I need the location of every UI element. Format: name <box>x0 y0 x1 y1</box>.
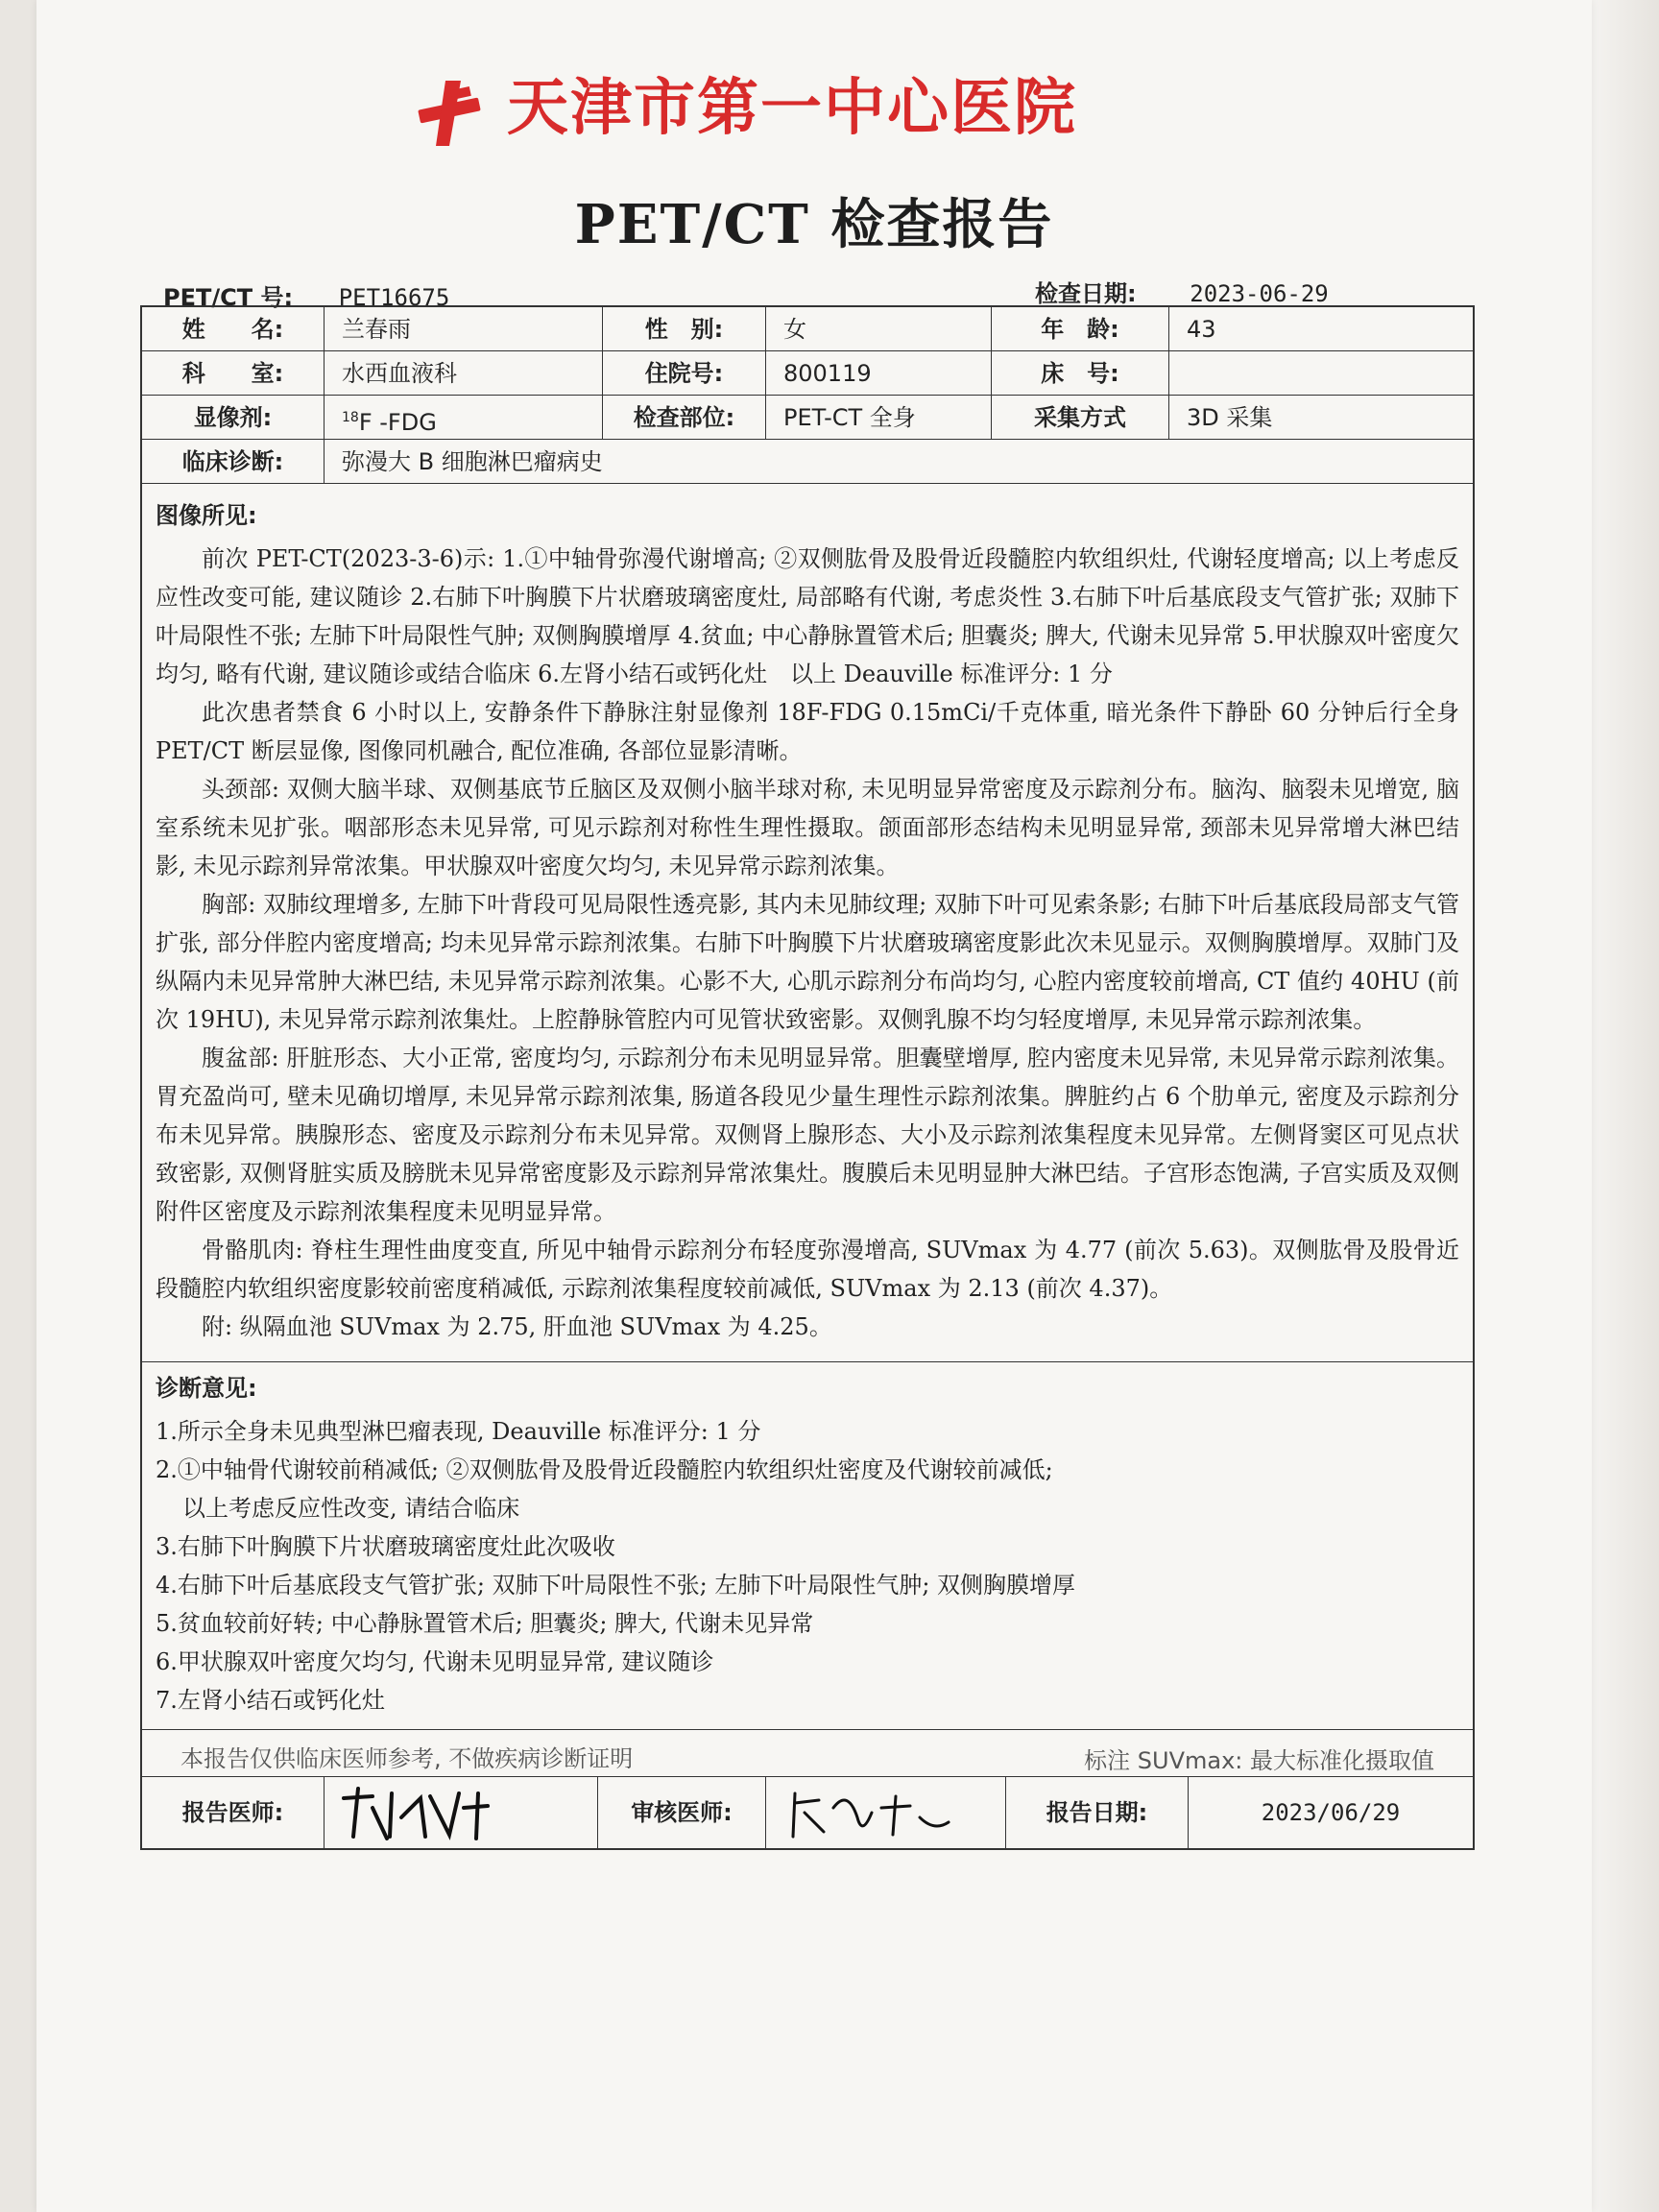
sex-label: 性 别: <box>603 307 766 351</box>
disclaimer-row <box>142 1729 1473 1776</box>
mode-label: 采集方式 <box>992 396 1169 440</box>
reporter-signature <box>325 1777 598 1848</box>
sex-value: 女 <box>766 307 992 351</box>
findings-paragraph: 前次 PET-CT(2023-3-6)示: 1.①中轴骨弥漫代谢增高; ②双侧肱骨及股骨近段髓腔内软组织灶, 代谢轻度增高; 以上考虑反应性改变可能, 建议随诊 2.右肺下叶胸膜下片状磨玻璃密度灶, 局部略有代谢, 考虑炎性 3.右肺下叶后基底段支气管扩张; 双肺下叶局限性不张; 左肺下叶局限性气肿; 双侧胸膜增厚 4.贫血; 中心静脉置管术后; 胆囊炎; 脾大, 代谢未见异常 5.甲状腺双叶密度欠均匀, 略有代谢, 建议随诊或结合临床 6.左肾小结石或钙化灶 以上 Deauville 标准评分: 1 分 <box>156 545 1459 687</box>
reporter-label: 报告医师: <box>142 1777 325 1848</box>
patient-info-grid <box>142 307 1473 440</box>
tracer-value <box>325 396 603 440</box>
conclusion-item: 6.甲状腺双叶密度欠均匀, 代谢未见明显异常, 建议随诊 <box>156 1648 714 1675</box>
reporter-signature-icon <box>334 1779 526 1846</box>
petct-number-value: PET16675 <box>338 284 450 311</box>
report-paper <box>36 0 1592 2212</box>
findings-section <box>142 484 1473 1362</box>
tracer-name: F -FDG <box>358 409 437 436</box>
conclusion-item: 3.右肺下叶胸膜下片状磨玻璃密度灶此次吸收 <box>156 1533 615 1560</box>
report-date-value: 2023/06/29 <box>1261 1799 1401 1826</box>
conclusion-section <box>142 1362 1473 1729</box>
exam-date-label: 检查日期: <box>1035 280 1137 307</box>
name-label: 姓 名: <box>142 307 325 351</box>
findings-title: 图像所见: <box>156 502 257 529</box>
dept-label: 科 室: <box>142 351 325 396</box>
conclusion-item: 2.①中轴骨代谢较前稍减低; ②双侧肱骨及股骨近段髓腔内软组织灶密度及代谢较前减低; <box>156 1456 1053 1483</box>
reviewer-signature <box>766 1777 1006 1848</box>
disclaimer-text: 本报告仅供临床医师参考, 不做疾病诊断证明 <box>180 1745 634 1772</box>
signature-row <box>142 1776 1473 1848</box>
report-header <box>36 58 1592 154</box>
dept-value: 水西血液科 <box>325 351 603 396</box>
tracer-label: 显像剂: <box>142 396 325 440</box>
findings-paragraph: 头颈部: 双侧大脑半球、双侧基底节丘脑区及双侧小脑半球对称, 未见明显异常密度及示踪剂分布。脑沟、脑裂未见增宽, 脑室系统未见扩张。咽部形态未见异常, 可见示踪剂对称性生理性摄取。颌面部形态结构未见明显异常, 颈部未见异常增大淋巴结影, 未见示踪剂异常浓集。甲状腺双叶密度欠均匀, 未见异常示踪剂浓集。 <box>156 776 1459 879</box>
reviewer-label: 审核医师: <box>598 1777 766 1848</box>
mode-value: 3D 采集 <box>1169 396 1473 440</box>
report-title: PET/CT 检查报告 <box>574 193 1054 256</box>
report-form <box>140 305 1475 1850</box>
reviewer-signature-icon <box>776 1779 968 1846</box>
findings-paragraph: 此次患者禁食 6 小时以上, 安静条件下静脉注射显像剂 18F-FDG 0.15mCi/千克体重, 暗光条件下静卧 60 分钟后行全身 PET/CT 断层显像, 图像同机融合, 配位准确, 各部位显影清晰。 <box>156 699 1459 764</box>
conclusion-item: 以上考虑反应性改变, 请结合临床 <box>182 1495 520 1522</box>
report-date-label: 报告日期: <box>1006 1777 1189 1848</box>
findings-paragraph: 腹盆部: 肝脏形态、大小正常, 密度均匀, 示踪剂分布未见明显异常。胆囊壁增厚, 腔内密度未见异常, 未见异常示踪剂浓集。胃充盈尚可, 壁未见确切增厚, 未见异常示踪剂浓集, 肠道各段见少量生理性示踪剂浓集。脾脏约占 6 个肋单元, 密度及示踪剂分布未见异常。胰腺形态、密度及示踪剂分布未见异常。双侧肾上腺形态、大小及示踪剂浓集程度未见异常。左侧肾窦区可见点状致密影, 双侧肾脏实质及膀胱未见异常密度影及示踪剂异常浓集灶。腹膜后未见明显肿大淋巴结。子宫形态饱满, 子宫实质及双侧附件区密度及示踪剂浓集程度未见明显异常。 <box>156 1045 1459 1225</box>
clinical-diagnosis-row <box>142 440 1473 484</box>
exam-date <box>1035 275 1329 308</box>
site-label: 检查部位: <box>603 396 766 440</box>
conclusion-item: 4.右肺下叶后基底段支气管扩张; 双肺下叶局限性不张; 左肺下叶局限性气肿; 双侧胸膜增厚 <box>156 1572 1076 1599</box>
tracer-isotope-mass: 18 <box>342 410 359 425</box>
conclusion-item: 1.所示全身未见典型淋巴瘤表现, Deauville 标准评分: 1 分 <box>156 1418 761 1445</box>
inpatient-value: 800119 <box>766 351 992 396</box>
age-value: 43 <box>1169 307 1473 351</box>
clinical-label: 临床诊断: <box>142 440 325 484</box>
conclusion-item: 5.贫血较前好转; 中心静脉置管术后; 胆囊炎; 脾大, 代谢未见异常 <box>156 1610 814 1637</box>
findings-paragraph: 附: 纵隔血池 SUVmax 为 2.75, 肝血池 SUVmax 为 4.25。 <box>202 1313 832 1340</box>
inpatient-label: 住院号: <box>603 351 766 396</box>
findings-paragraph: 胸部: 双肺纹理增多, 左肺下叶背段可见局限性透亮影, 其内未见肺纹理; 双肺下叶可见索条影; 右肺下叶后基底段局部支气管扩张, 部分伴腔内密度增高; 均未见异常示踪剂浓集。右肺下叶胸膜下片状磨玻璃密度影此次未见显示。双侧胸膜增厚。双肺门及纵隔内未见异常肿大淋巴结, 未见异常示踪剂浓集。心影不大, 心肌示踪剂分布尚均匀, 心腔内密度较前增高, CT 值约 40HU (前次 19HU), 未见异常示踪剂浓集灶。上腔静脉管腔内可见管状致密影。双侧乳腺不均匀轻度增厚, 未见异常示踪剂浓集。 <box>156 891 1459 1033</box>
conclusion-title: 诊断意见: <box>156 1375 257 1402</box>
petct-number-label: PET/CT 号: <box>163 284 294 311</box>
suvmax-legend: 标注 SUVmax: 最大标准化摄取值 <box>1084 1747 1434 1774</box>
conclusion-item: 7.左肾小结石或钙化灶 <box>156 1687 385 1714</box>
hospital-name: 天津市第一中心医院 <box>507 73 1077 144</box>
findings-paragraph: 骨骼肌肉: 脊柱生理性曲度变直, 所见中轴骨示踪剂分布轻度弥漫增高, SUVmax 为 4.77 (前次 5.63)。双侧肱骨及股骨近段髓腔内软组织密度影较前密度稍减低, 示踪剂浓集程度较前减低, SUVmax 为 2.13 (前次 4.37)。 <box>156 1237 1459 1302</box>
red-cross-logo-icon <box>411 75 488 152</box>
bed-label: 床 号: <box>992 351 1169 396</box>
clinical-value: 弥漫大 B 细胞淋巴瘤病史 <box>325 440 1473 484</box>
age-label: 年 龄: <box>992 307 1169 351</box>
bed-value <box>1169 351 1473 396</box>
site-value: PET-CT 全身 <box>766 396 992 440</box>
exam-date-value: 2023-06-29 <box>1190 280 1329 307</box>
name-value: 兰春雨 <box>325 307 603 351</box>
